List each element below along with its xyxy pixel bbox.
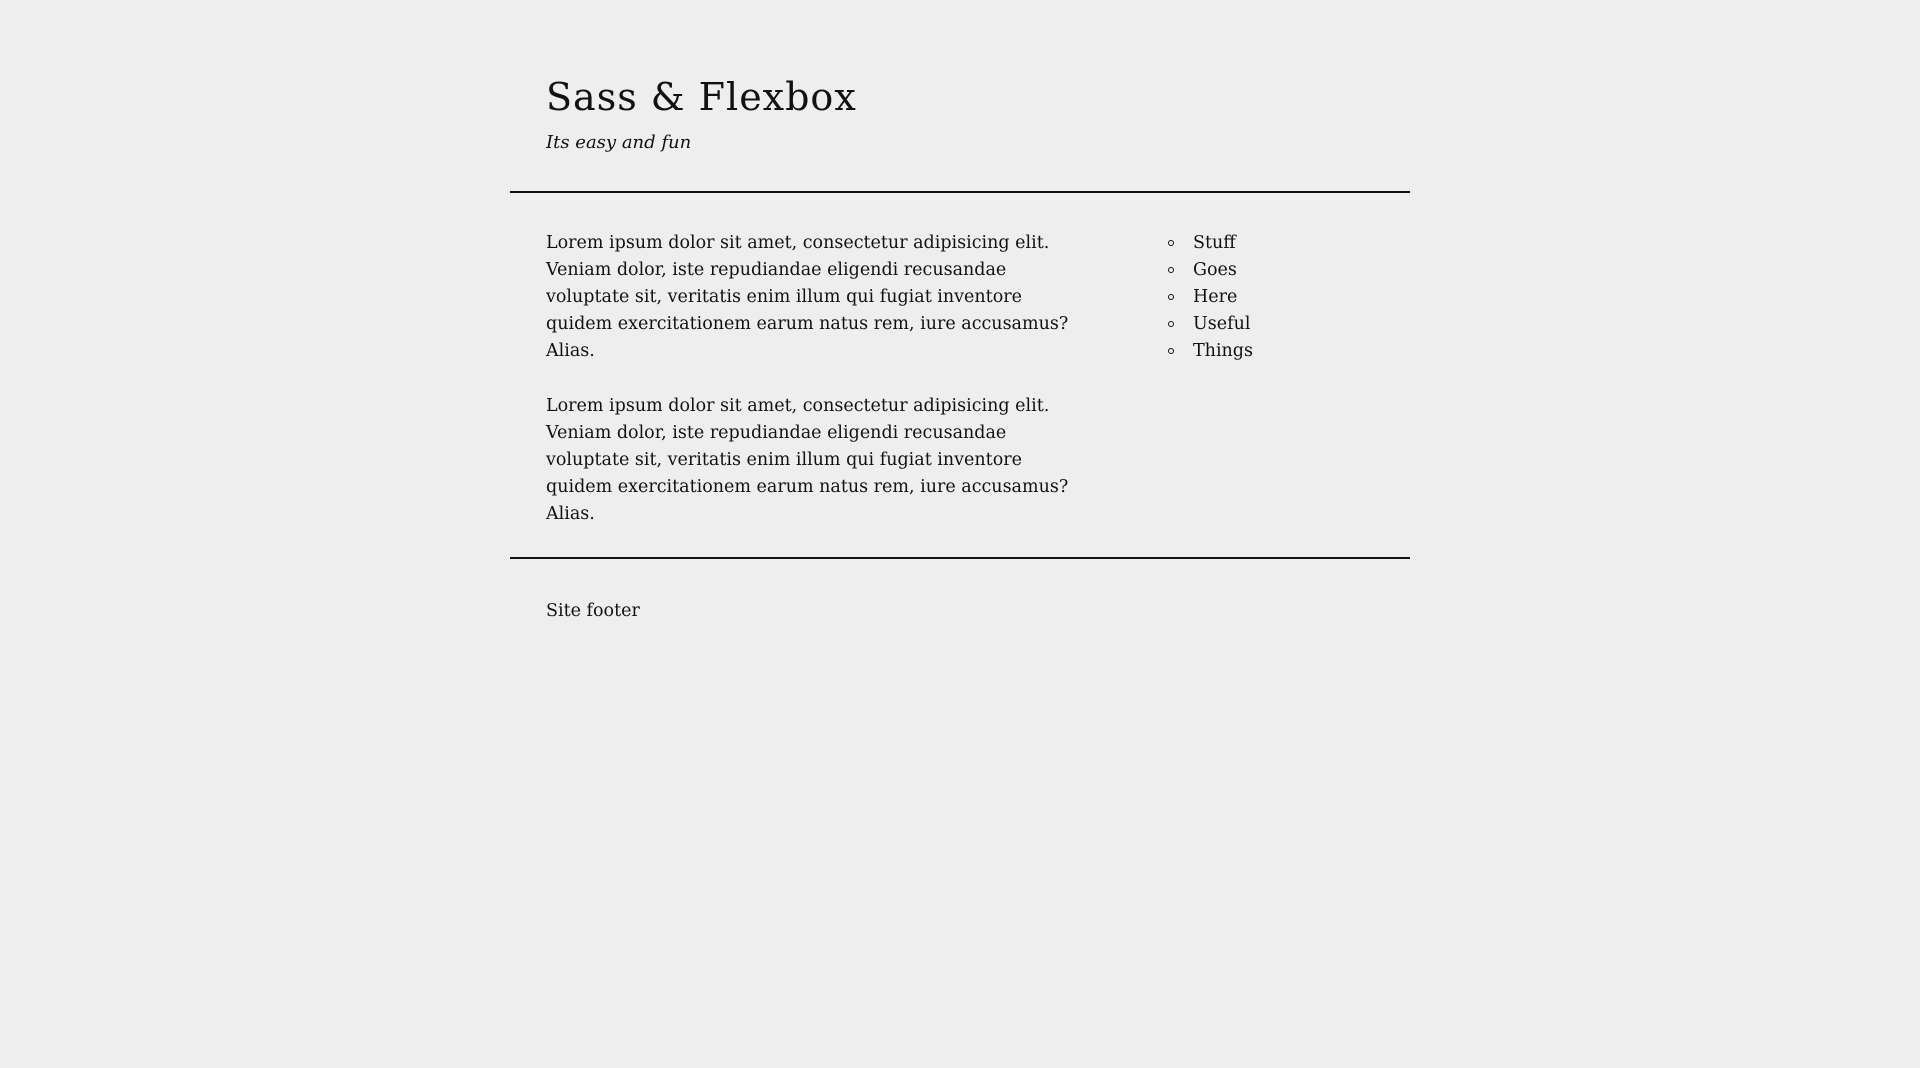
site-header: [510, 72, 1410, 193]
sidebar-item-label: Useful: [1193, 314, 1251, 334]
sidebar-item-stuff: [1165, 230, 1375, 257]
circle-bullet-icon: [1168, 267, 1174, 273]
content-area: [510, 193, 1410, 559]
sidebar-item-goes: [1165, 257, 1375, 284]
page-container: [510, 0, 1410, 625]
circle-bullet-icon: [1168, 348, 1174, 354]
sidebar-item-label: Things: [1193, 341, 1253, 361]
sidebar-list: [1165, 230, 1375, 365]
sidebar-item-things: [1165, 338, 1375, 365]
site-footer: Site footer: [546, 601, 640, 621]
sidebar-item-label: Here: [1193, 287, 1238, 307]
circle-bullet-icon: [1168, 240, 1174, 246]
sidebar: [1165, 230, 1375, 528]
body-paragraph-1: Lorem ipsum dolor sit amet, consectetur adipisicing elit. Veniam dolor, iste repudiandae eligendi recusandae voluptate sit, veritatis enim illum qui fugiat inventore quidem exercitationem earum natus rem, iure accusamus? Alias.: [546, 233, 1069, 361]
main-column: [546, 230, 1091, 528]
sidebar-item-useful: [1165, 311, 1375, 338]
site-tagline: Its easy and fun: [546, 132, 692, 153]
sidebar-item-label: Stuff: [1193, 233, 1236, 253]
sidebar-item-here: [1165, 284, 1375, 311]
site-title: Sass & Flexbox: [546, 75, 857, 119]
body-paragraph-2: Lorem ipsum dolor sit amet, consectetur adipisicing elit. Veniam dolor, iste repudiandae eligendi recusandae voluptate sit, veritatis enim illum qui fugiat inventore quidem exercitationem earum natus rem, iure accusamus? Alias.: [546, 396, 1069, 524]
circle-bullet-icon: [1168, 294, 1174, 300]
sidebar-item-label: Goes: [1193, 260, 1237, 280]
circle-bullet-icon: [1168, 321, 1174, 327]
